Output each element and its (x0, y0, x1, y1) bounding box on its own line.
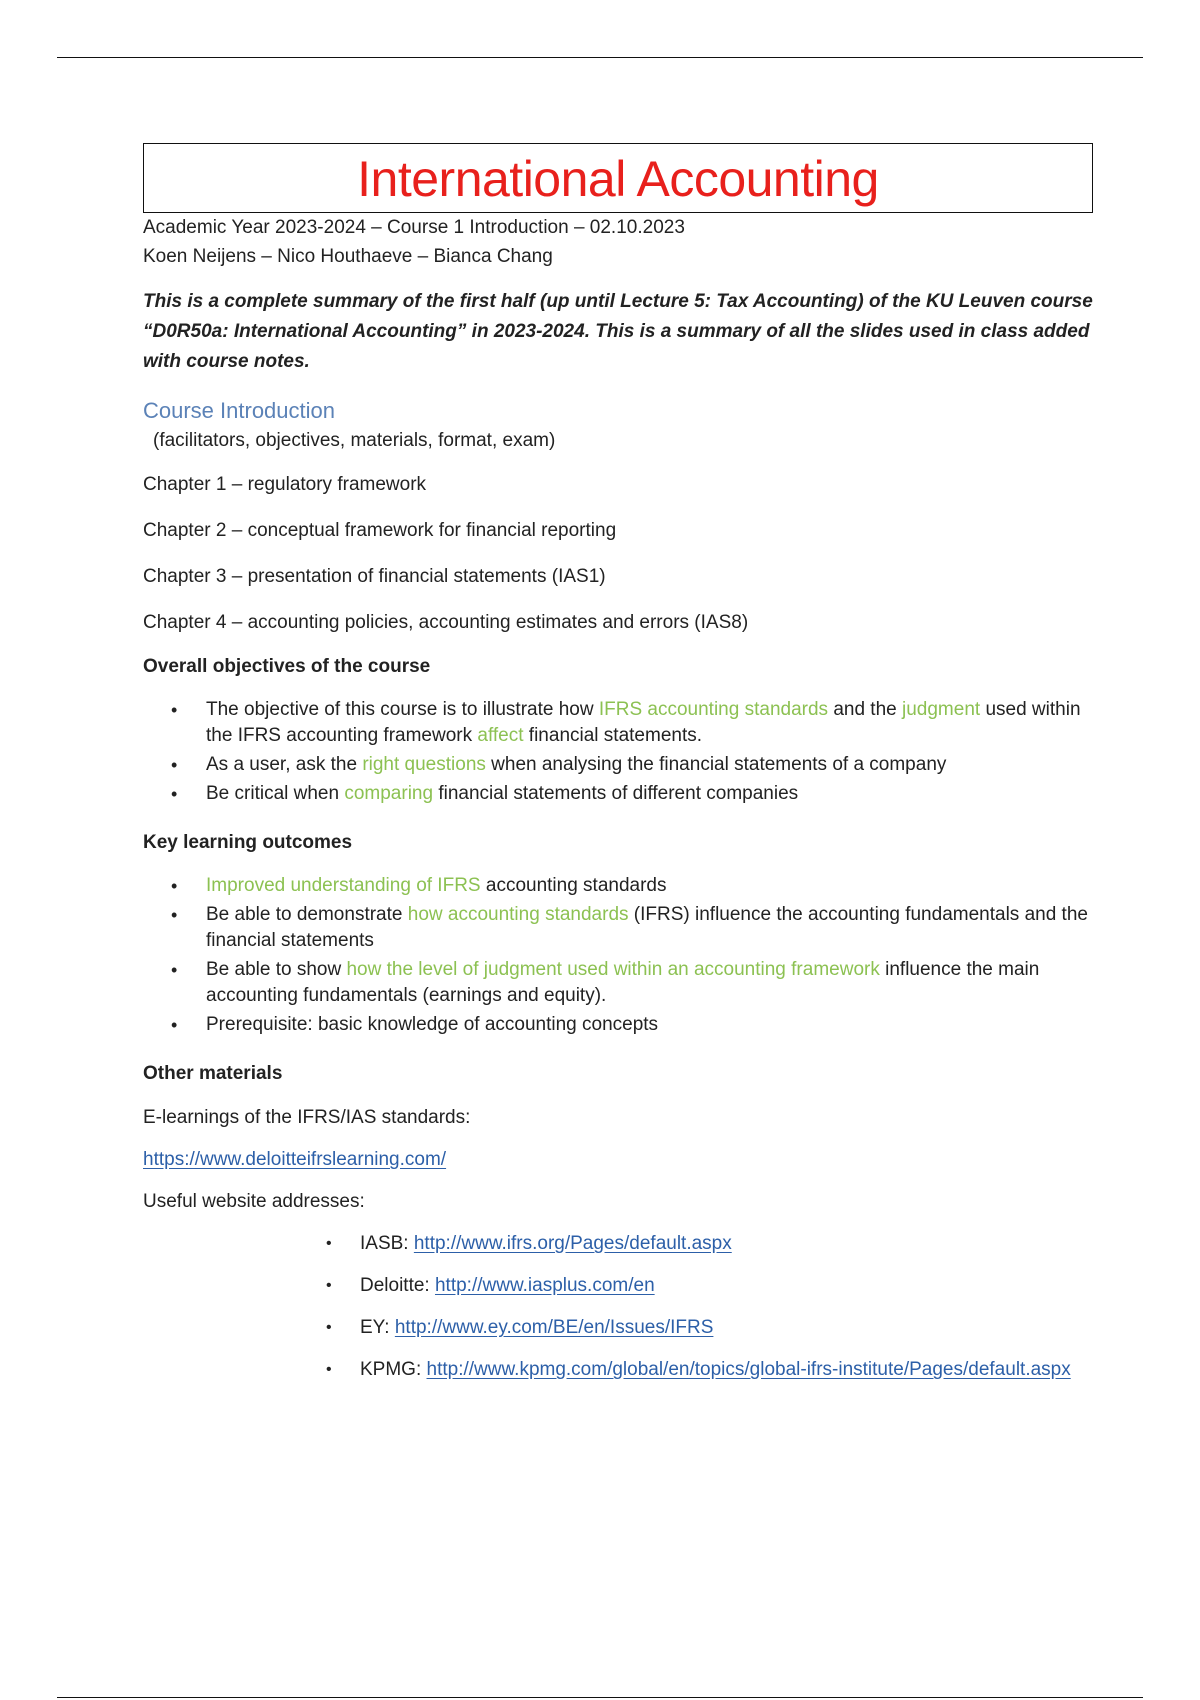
list-item-text: influence the main accounting fundamentals (earnings and equity). (206, 959, 1040, 1006)
list-item-text: when analysing the financial statements of a company (485, 754, 947, 775)
list-item-text: The objective of this course is to illustrate how (206, 699, 599, 720)
page-top-rule (57, 57, 1143, 58)
highlighted-text: right questions (362, 754, 486, 775)
highlighted-text: comparing (344, 783, 434, 804)
bullet-icon: • (171, 1015, 178, 1035)
website-link[interactable]: http://www.iasplus.com/en (434, 1275, 655, 1296)
list-item (143, 752, 1093, 778)
list-item (143, 873, 1093, 899)
list-item-text: and the (828, 699, 902, 720)
list-item-text: financial statements. (523, 725, 703, 746)
websites-list (143, 1230, 1093, 1384)
list-item-text: (IFRS) influence the accounting fundamentals and the financial statements (206, 904, 1088, 951)
chapter-line: Chapter 4 – accounting policies, accounting estimates and errors (IAS8) (143, 612, 749, 633)
list-item (143, 902, 1093, 954)
outcomes-list (143, 873, 1093, 1038)
website-link[interactable]: http://www.ifrs.org/Pages/default.aspx (413, 1233, 732, 1254)
highlighted-text: Improved understanding of IFRS (206, 875, 481, 896)
website-name: IASB: (360, 1233, 414, 1254)
course-introduction-heading: Course Introduction (143, 398, 335, 423)
materials-heading: Other materials (143, 1063, 283, 1084)
list-item-text: As a user, ask the (206, 754, 363, 775)
website-link[interactable]: http://www.ey.com/BE/en/Issues/IFRS (394, 1317, 714, 1338)
website-name: Deloitte: (360, 1275, 435, 1296)
list-item-text: Be able to demonstrate (206, 904, 408, 925)
page-bottom-rule (57, 1697, 1143, 1698)
bullet-icon: • (171, 784, 178, 804)
title-box (143, 143, 1093, 213)
list-item-text: Be able to show (206, 959, 347, 980)
website-link[interactable]: http://www.kpmg.com/global/en/topics/global-ifrs-institute/Pages/default.aspx (426, 1359, 1071, 1380)
website-item (143, 1314, 1093, 1342)
chapter-line: Chapter 3 – presentation of financial statements (IAS1) (143, 566, 606, 587)
academic-year-line: Academic Year 2023-2024 – Course 1 Introduction – 02.10.2023 (143, 217, 685, 238)
document-title: International Accounting (357, 151, 879, 207)
website-item (143, 1356, 1093, 1384)
highlighted-text: how the level of judgment used within an accounting framework (346, 959, 880, 980)
objectives-heading: Overall objectives of the course (143, 656, 431, 677)
list-item-text: financial statements of different companies (433, 783, 799, 804)
bullet-icon: • (326, 1277, 332, 1294)
elearning-label: E-learnings of the IFRS/IAS standards: (143, 1107, 471, 1128)
bullet-icon: • (326, 1319, 332, 1336)
website-name: KPMG: (360, 1359, 427, 1380)
list-item-text: Prerequisite: basic knowledge of accounting concepts (206, 1014, 659, 1035)
objectives-list (143, 697, 1093, 807)
list-item (143, 781, 1093, 807)
list-item (143, 1012, 1093, 1038)
highlighted-text: affect (477, 725, 524, 746)
bullet-icon: • (171, 700, 178, 720)
website-name: EY: (360, 1317, 395, 1338)
bullet-icon: • (171, 755, 178, 775)
list-item-text: used within the IFRS accounting framework (206, 699, 1081, 746)
outcomes-heading: Key learning outcomes (143, 832, 353, 853)
list-item (143, 957, 1093, 1009)
highlighted-text: how accounting standards (407, 904, 629, 925)
document-body (143, 143, 1093, 1384)
intro-paragraph: This is a complete summary of the first half (up until Lecture 5: Tax Accounting) of the KU Leuven course “D0R50a: International Accounting” in 2023-2024. This is a summary of all the slides used in class added with course notes. (143, 291, 1093, 372)
lecturers-line: Koen Neijens – Nico Houthaeve – Bianca Chang (143, 246, 553, 267)
list-item (143, 697, 1093, 749)
bullet-icon: • (326, 1361, 332, 1378)
bullet-icon: • (171, 905, 178, 925)
bullet-icon: • (171, 876, 178, 896)
highlighted-text: judgment (902, 699, 981, 720)
list-item-text: Be critical when (206, 783, 345, 804)
website-item (143, 1272, 1093, 1300)
elearning-link[interactable]: https://www.deloitteifrslearning.com/ (143, 1149, 447, 1170)
bullet-icon: • (326, 1235, 332, 1252)
highlighted-text: IFRS accounting standards (598, 699, 829, 720)
list-item-text: accounting standards (480, 875, 667, 896)
websites-label: Useful website addresses: (143, 1191, 365, 1212)
bullet-icon: • (171, 960, 178, 980)
course-introduction-note: (facilitators, objectives, materials, format, exam) (153, 430, 556, 451)
website-item (143, 1230, 1093, 1258)
chapter-line: Chapter 2 – conceptual framework for financial reporting (143, 520, 617, 541)
chapter-line: Chapter 1 – regulatory framework (143, 474, 427, 495)
